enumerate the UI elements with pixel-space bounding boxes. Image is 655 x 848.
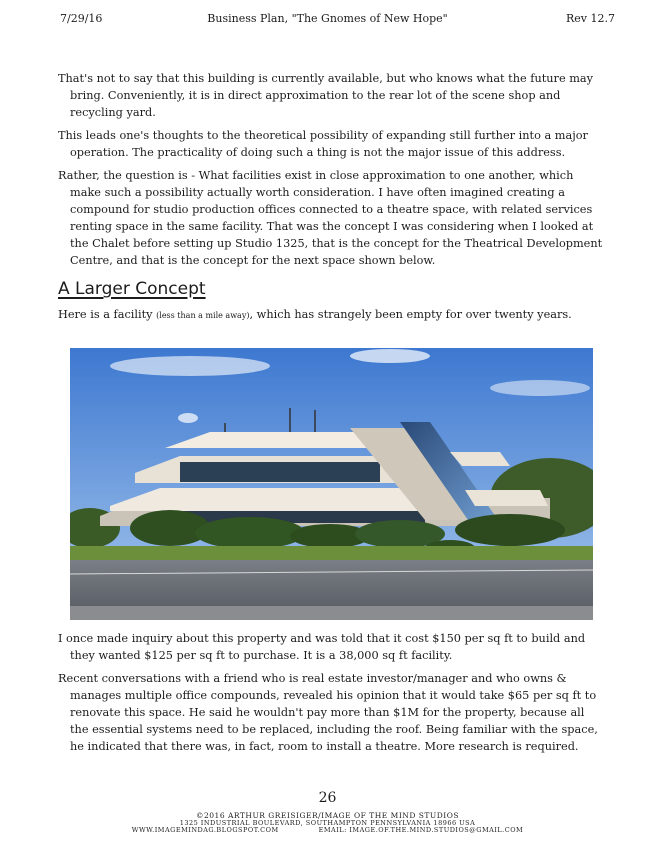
footer-copyright: ©2016 ARTHUR GREISIGER/IMAGE OF THE MIND STUDIOS bbox=[196, 811, 459, 820]
intro-paragraph bbox=[58, 306, 603, 324]
paragraph: This leads one's thoughts to the theoretical possibility of expanding still further into a major operation. The practicality of doing such a thing is not the major issue of this address. bbox=[58, 129, 588, 159]
footer-contact-row bbox=[0, 827, 655, 835]
footer-email: EMAIL: IMAGE.OF.THE.MIND.STUDIOS@GMAIL.COM bbox=[318, 826, 524, 834]
page-number: 26 bbox=[318, 790, 337, 806]
page-header bbox=[0, 12, 655, 32]
paragraph: I once made inquiry about this property and was told that it cost $150 per sq ft to build and they wanted $125 per sq ft to purchase. It is a 38,000 sq ft facility. bbox=[58, 632, 586, 662]
footer-address: 1325 INDUSTRIAL BOULEVARD, SOUTHAMPTON PENNSYLVANIA 18966 USA bbox=[179, 818, 476, 827]
body-text-top bbox=[58, 70, 603, 330]
body-text-bottom bbox=[58, 630, 603, 761]
section-heading: A Larger Concept bbox=[58, 279, 206, 299]
intro-text-after: , which has strangely been empty for over twenty years. bbox=[249, 308, 572, 321]
footer-website: WWW.IMAGEMINDAG.BLOGSPOT.COM bbox=[131, 826, 279, 834]
paragraph: That's not to say that this building is currently available, but who knows what the future may bring. Conveniently, it is in direct approximation to the rear lot of the scene shop and recycling yard. bbox=[58, 72, 594, 119]
header-date: 7/29/16 bbox=[60, 12, 103, 25]
paragraph: Recent conversations with a friend who is real estate investor/manager and who owns & manages multiple office compounds, revealed his opinion that it would take $65 per sq ft to renovate this space. He said he wouldn't pay more than $1M for the property, because all the essential systems need to be replaced, including the roof. Being familiar with the space, he indicated that there was, in fact, room to install a theatre. More research is required. bbox=[58, 672, 598, 753]
intro-text-small: (less than a mile away) bbox=[156, 311, 250, 320]
header-revision: Rev 12.7 bbox=[566, 12, 615, 25]
intro-text-before: Here is a facility bbox=[58, 308, 157, 321]
header-title: Business Plan, "The Gnomes of New Hope" bbox=[207, 12, 448, 25]
page-footer bbox=[0, 790, 655, 835]
building-photo bbox=[70, 348, 593, 620]
paragraph: Rather, the question is - What facilities exist in close approximation to one another, which make such a possibility actually worth consideration. I have often imagined creating a compound for studio production offices connected to a theatre space, with related services renting space in the same facility. That was the concept I was considering when I looked at the Chalet before setting up Studio 1325, that is the concept for the Theatrical Development Centre, and that is the concept for the next space shown below. bbox=[58, 169, 603, 267]
